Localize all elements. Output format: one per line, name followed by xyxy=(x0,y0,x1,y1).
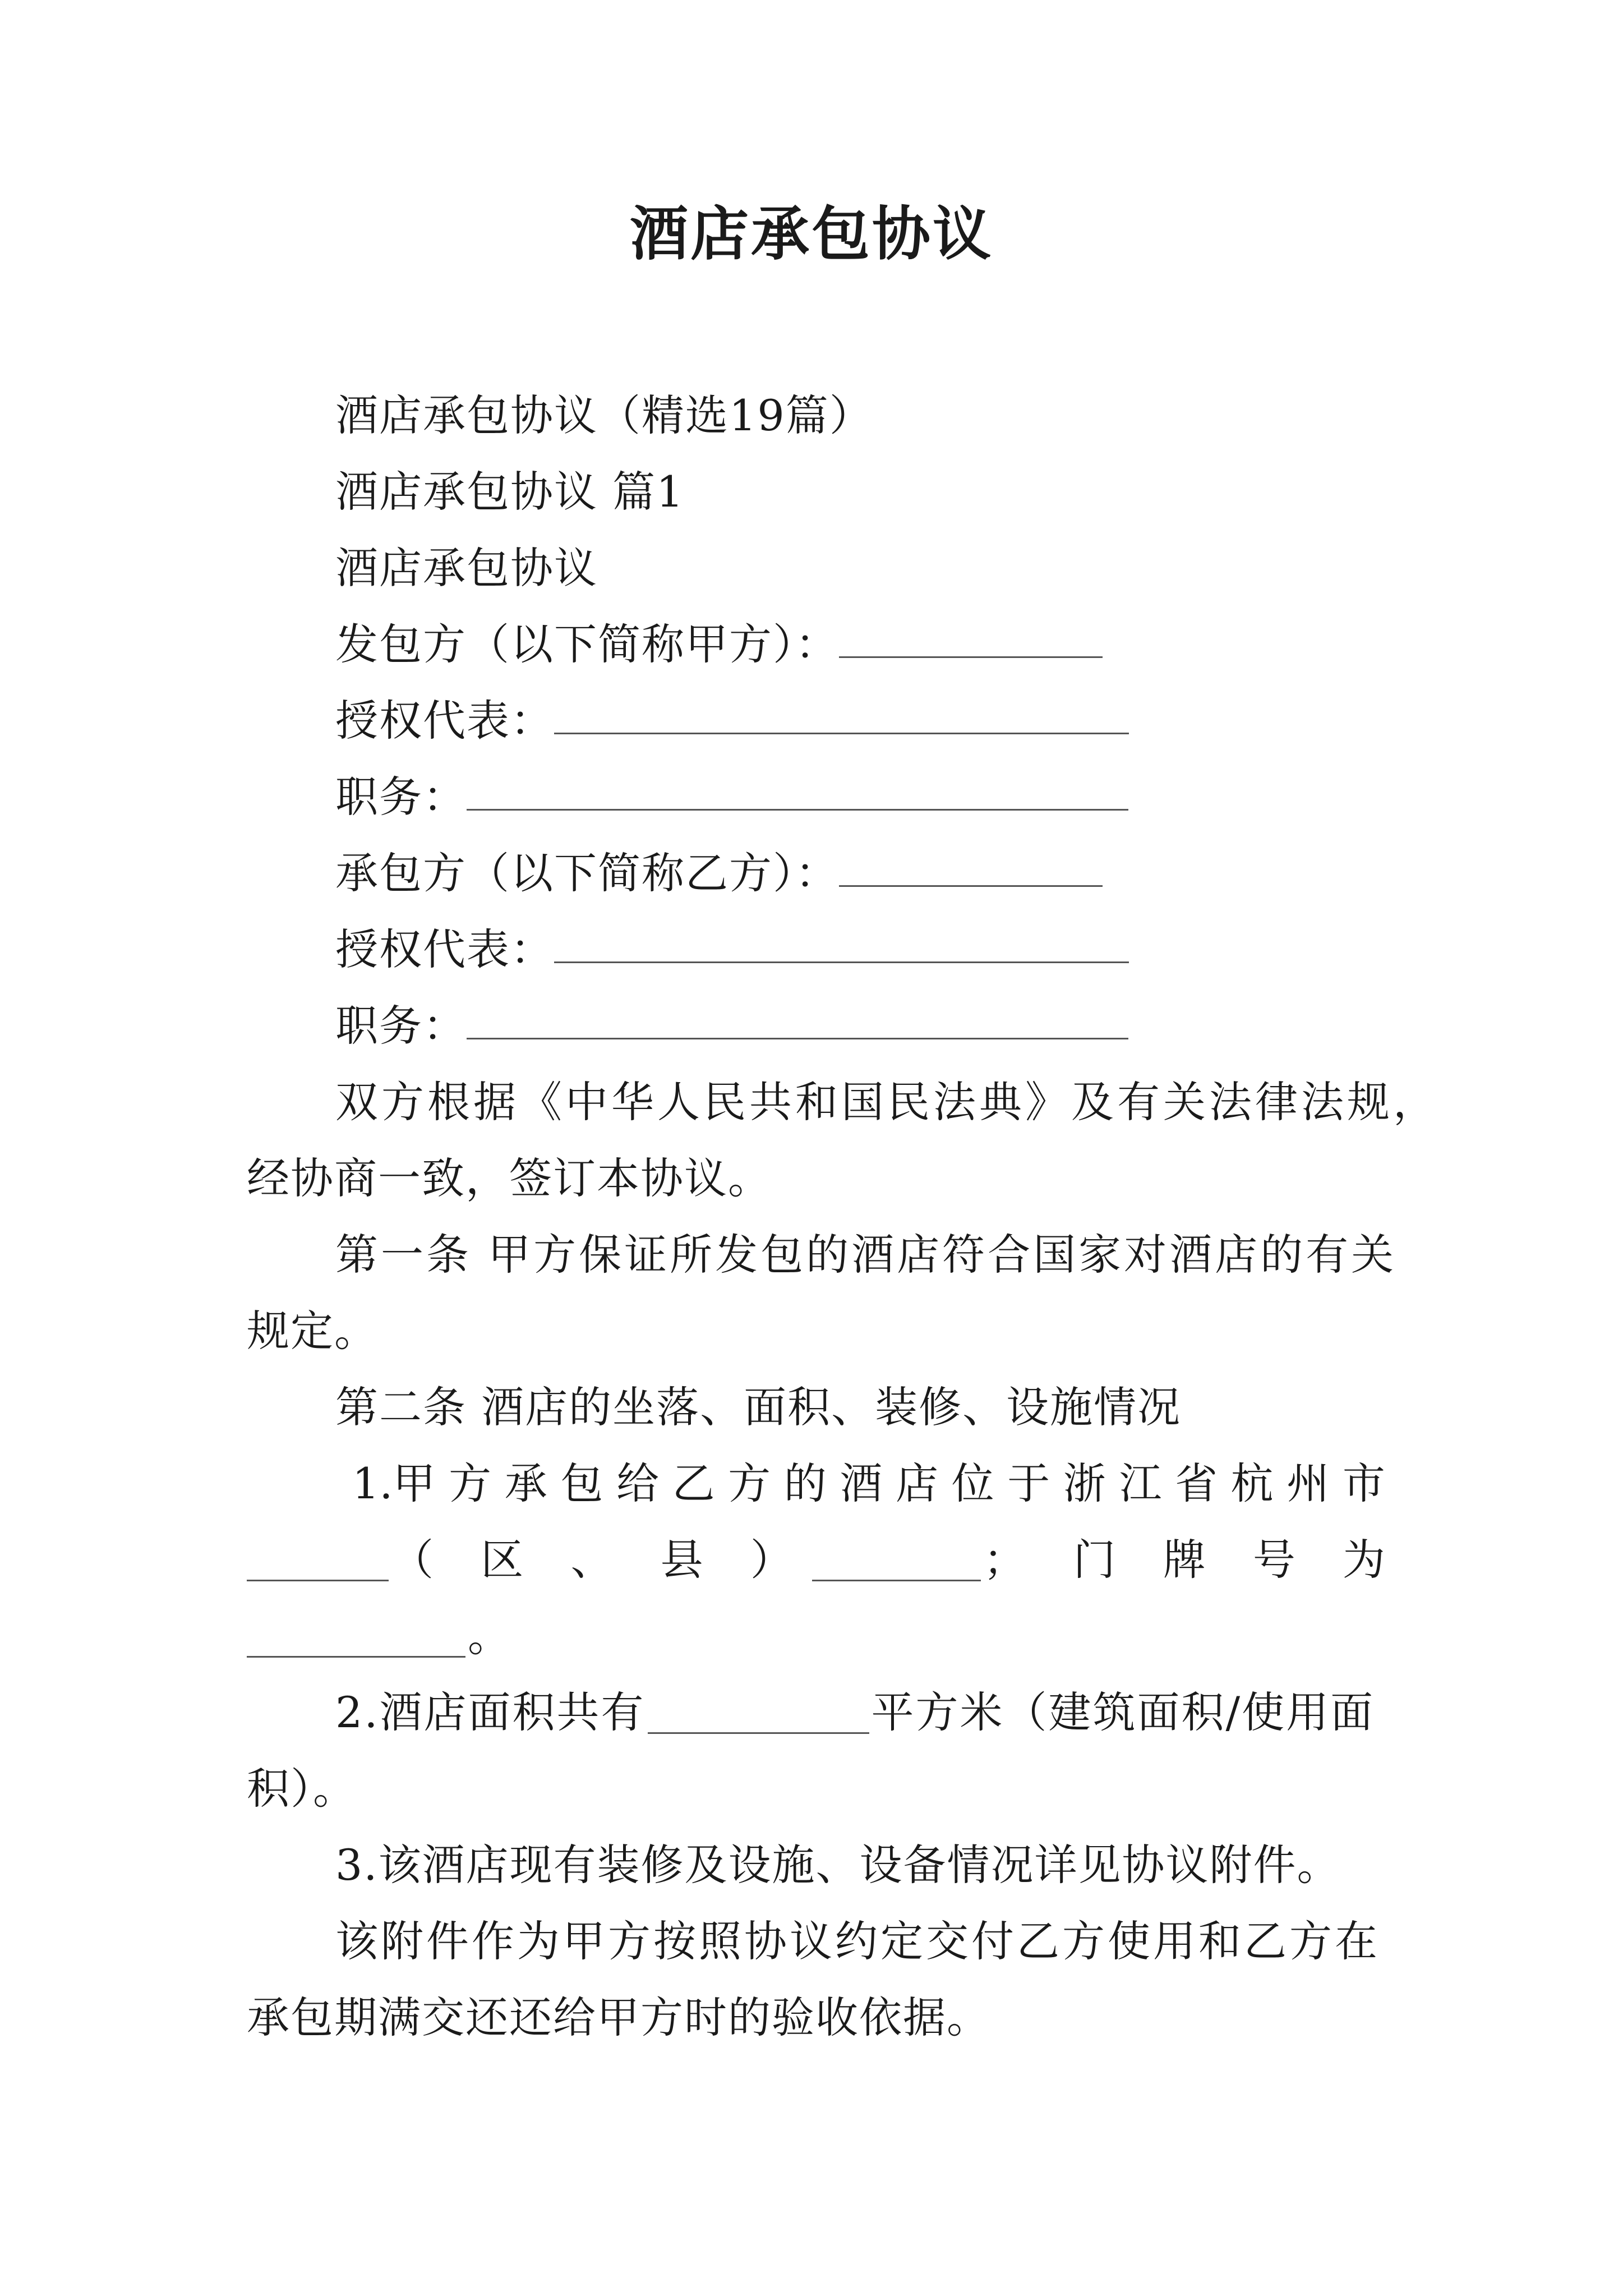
item-1-line-1-char: 州 xyxy=(1287,1458,1330,1508)
item-1-line-1-char: 杭 xyxy=(1230,1458,1274,1508)
party-b-title-label: 职务： xyxy=(335,1001,467,1051)
party-a-rep-blank xyxy=(554,733,1129,734)
item-1-line-1-char: 酒 xyxy=(840,1458,883,1508)
party-a-rep-label: 授权代表： xyxy=(335,696,554,746)
item-1-line-1-char: 市 xyxy=(1342,1458,1385,1508)
article-2-item-2-line-1 xyxy=(335,1687,1375,1737)
article-2-item-2-line-2: 积）。 xyxy=(247,1764,357,1814)
party-a-label: 发包方（以下简称甲方）： xyxy=(335,619,839,669)
doc-heading: 酒店承包协议 xyxy=(335,543,598,593)
item-1-line-1-char: 浙 xyxy=(1063,1458,1106,1508)
preamble-line-1: 双方根据《中华人民共和国民法典》及有关法律法规， xyxy=(335,1077,1439,1127)
street-blank xyxy=(812,1543,981,1581)
article-2-item-3: 3.该酒店现有装修及设施、设备情况详见协议附件。 xyxy=(335,1840,1341,1890)
item-1-line-1-char: 1.甲 xyxy=(352,1458,436,1508)
party-a-title-label: 职务： xyxy=(335,772,467,822)
article-2-item-1-line-2 xyxy=(247,1535,1402,1585)
article-2-item-1-line-1 xyxy=(352,1458,1385,1508)
party-a-rep-line xyxy=(335,696,1129,746)
annex-line-1: 该附件作为甲方按照协议约定交付乙方使用和乙方在 xyxy=(335,1916,1380,1966)
party-b-rep-label: 授权代表： xyxy=(335,924,554,974)
item-2-part-2: 平方米（建筑面积/使用面 xyxy=(871,1687,1375,1737)
city-blank xyxy=(247,1543,389,1581)
party-a-line xyxy=(335,619,1103,669)
item-1-line-1-char: 店 xyxy=(896,1458,938,1508)
item-1-line-1-char: 乙 xyxy=(672,1458,715,1508)
item-1-line-1-char: 位 xyxy=(951,1458,994,1508)
preamble-line-2: 经协商一致，签订本协议。 xyxy=(247,1153,772,1203)
district-label: （ 区 、 县 ） xyxy=(391,1535,810,1585)
article-1-line-1: 第一条 甲方保证所发包的酒店符合国家对酒店的有关 xyxy=(335,1230,1397,1280)
item-1-line-1-char: 方 xyxy=(728,1458,771,1508)
house-number-label: ； 门 牌 号 为 xyxy=(983,1535,1402,1585)
item-1-end-punct: 。 xyxy=(468,1611,511,1661)
party-b-rep-blank xyxy=(554,961,1129,963)
item-1-line-1-char: 于 xyxy=(1007,1458,1050,1508)
article-2-item-1-line-3 xyxy=(247,1611,511,1661)
section-heading: 酒店承包协议 篇1 xyxy=(335,467,685,517)
area-blank xyxy=(648,1695,869,1734)
item-1-line-1-char: 给 xyxy=(616,1458,659,1508)
party-b-rep-line xyxy=(335,924,1129,974)
party-b-blank xyxy=(839,885,1103,887)
item-1-line-1-char: 包 xyxy=(560,1458,603,1508)
party-b-title-line xyxy=(335,1001,1128,1051)
party-a-title-blank xyxy=(467,809,1128,811)
item-1-line-1-char: 方 xyxy=(449,1458,492,1508)
house-number-blank xyxy=(247,1619,465,1658)
article-2-heading: 第二条 酒店的坐落、面积、装修、设施情况 xyxy=(335,1382,1182,1432)
subtitle: 酒店承包协议（精选19篇） xyxy=(335,390,873,440)
article-1-line-2: 规定。 xyxy=(247,1306,378,1356)
item-1-line-1-char: 省 xyxy=(1175,1458,1218,1508)
party-b-title-blank xyxy=(467,1038,1128,1039)
party-a-blank xyxy=(839,656,1103,658)
item-1-line-1-char: 江 xyxy=(1119,1458,1162,1508)
item-1-line-1-char: 的 xyxy=(783,1458,827,1508)
party-b-label: 承包方（以下简称乙方）： xyxy=(335,848,839,898)
party-a-title-line xyxy=(335,772,1128,822)
party-b-line xyxy=(335,848,1103,898)
document-title: 酒店承包协议 xyxy=(629,199,993,268)
item-1-line-1-char: 承 xyxy=(504,1458,547,1508)
item-2-part-1: 2.酒店面积共有 xyxy=(335,1687,645,1737)
annex-line-2: 承包期满交还还给甲方时的验收依据。 xyxy=(247,1993,990,2042)
